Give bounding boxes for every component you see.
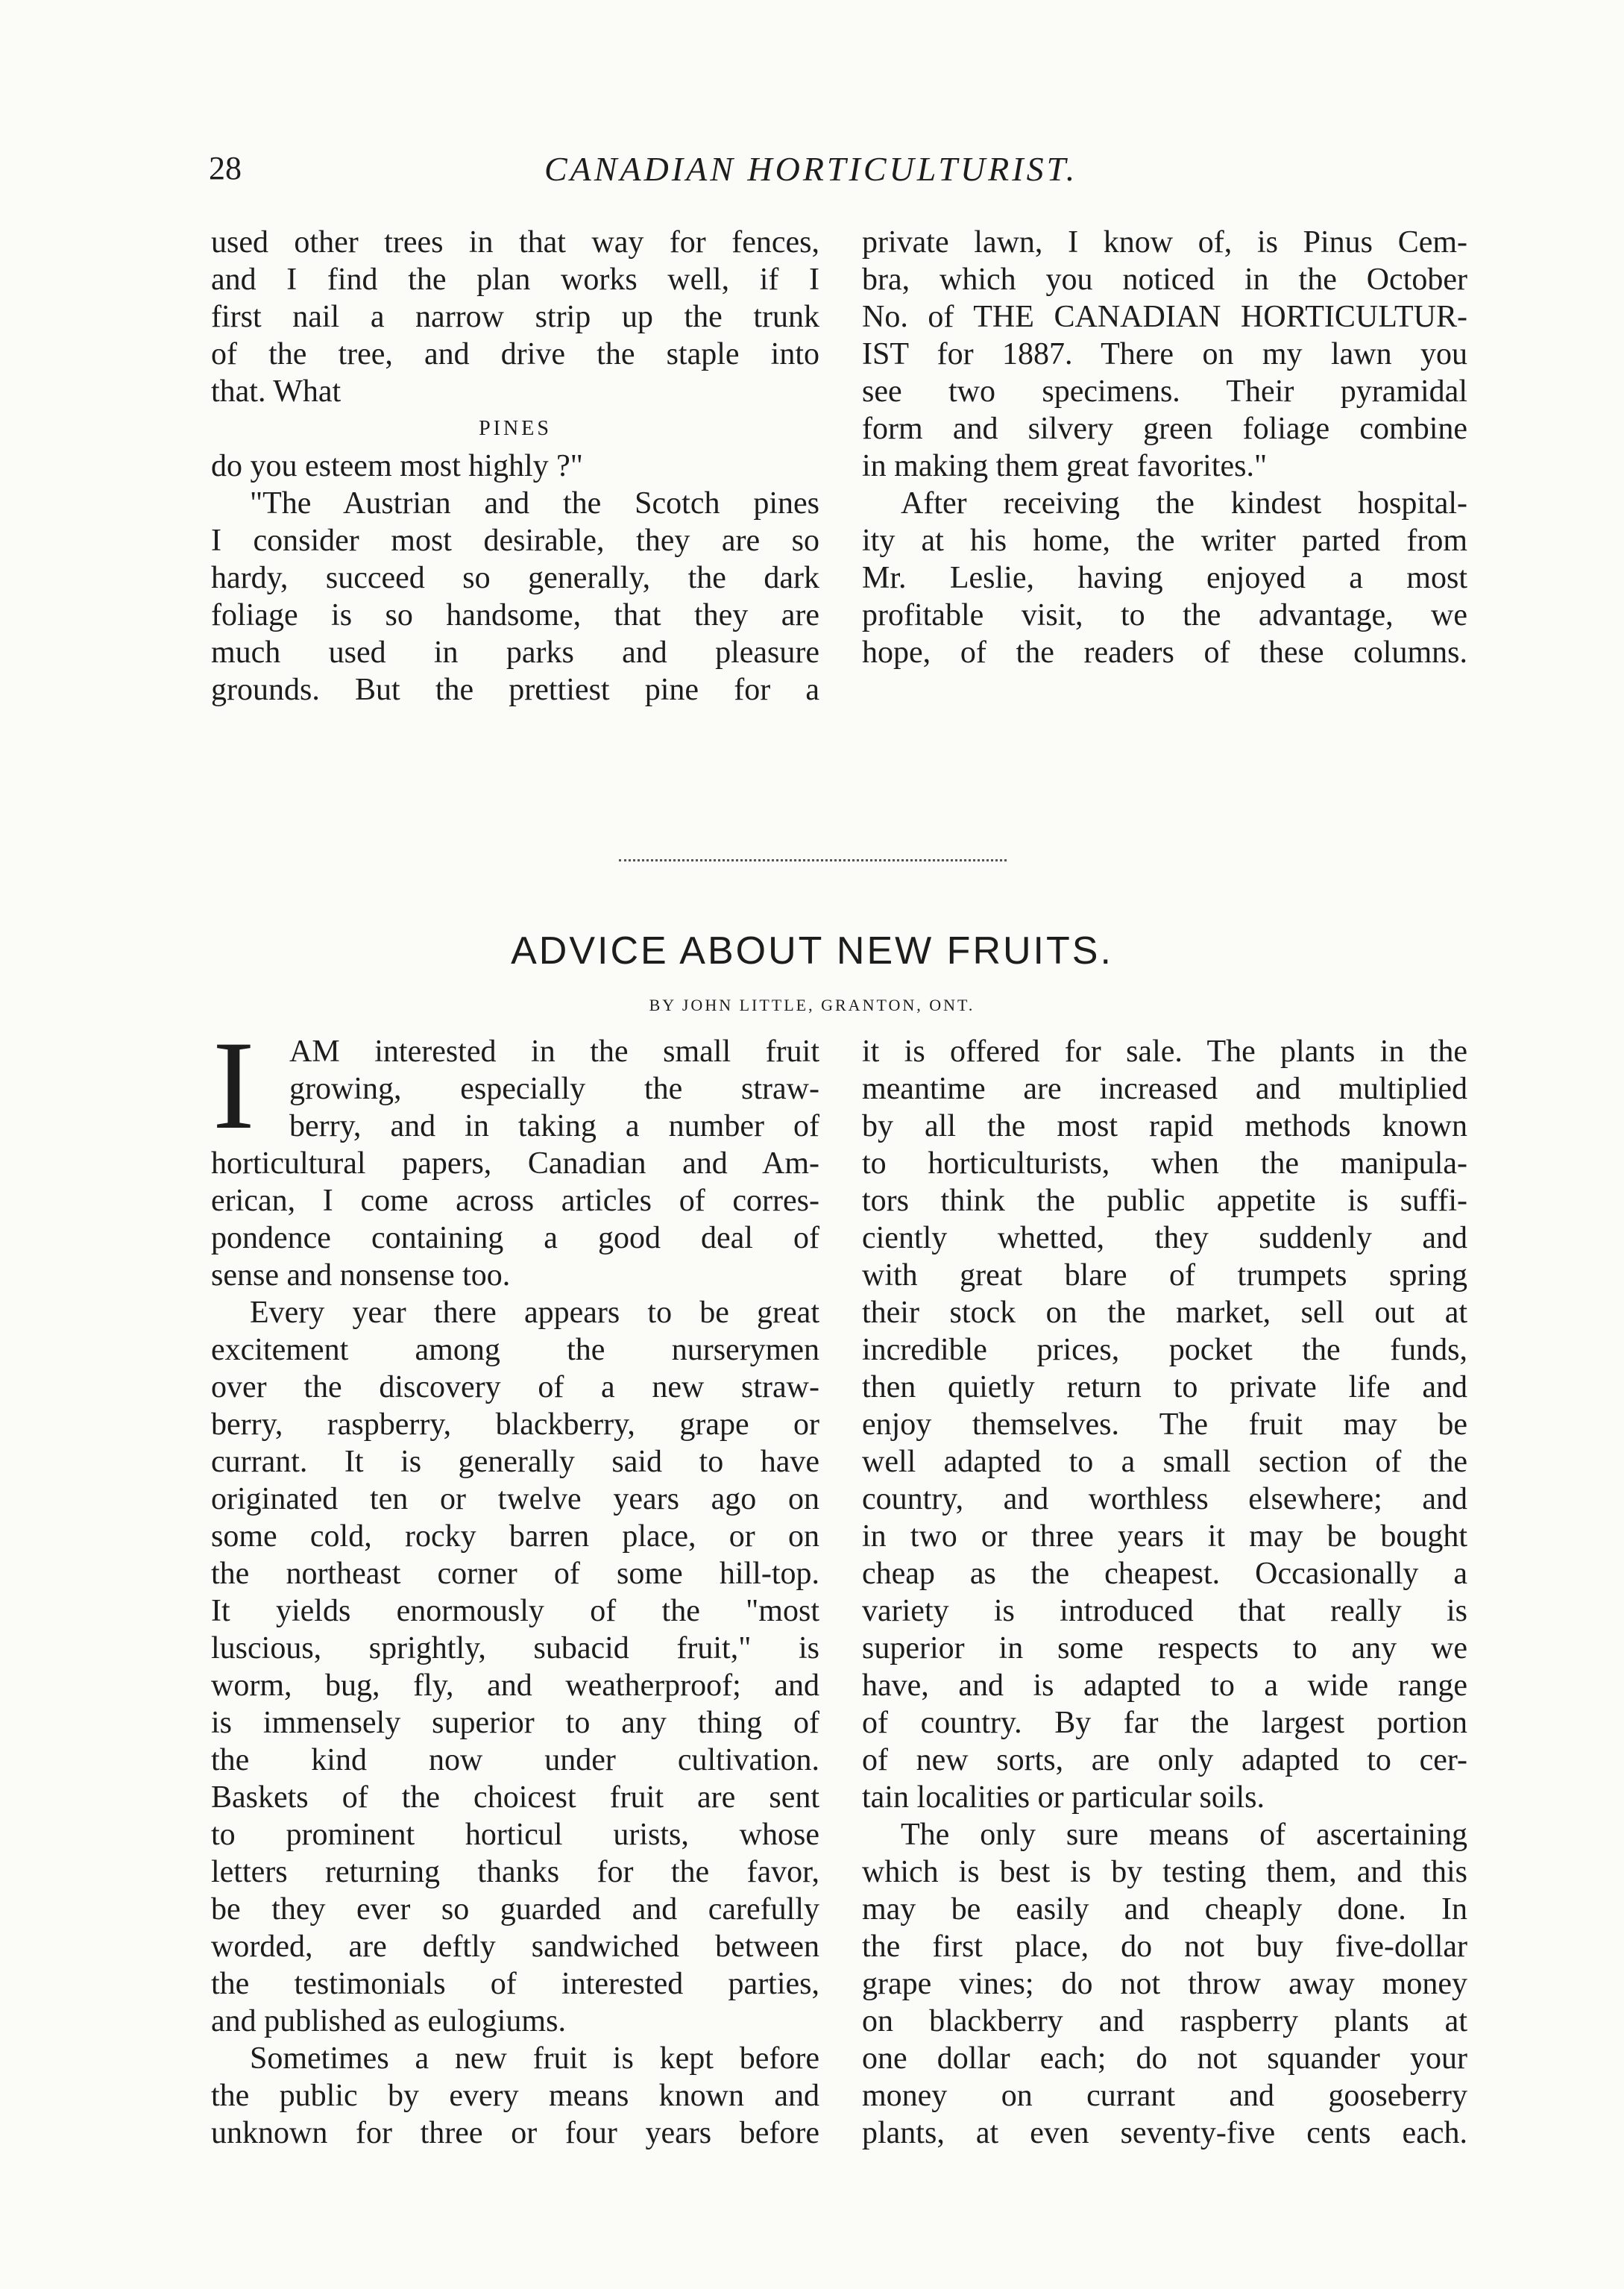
text-line: excitement among the nurserymen xyxy=(211,1333,819,1367)
text-line: horticultural papers, Canadian and Am- xyxy=(211,1146,819,1181)
text-line: and published as eulogiums. xyxy=(211,2004,566,2038)
bottom-right-column xyxy=(862,1033,1467,2152)
text-line: country, and worthless elsewhere; and xyxy=(862,1482,1467,1516)
text-line: used other trees in that way for fences, xyxy=(211,225,819,260)
text-line: the kind now under cultivation. xyxy=(211,1743,819,1777)
text-line: to prominent horticul urists, whose xyxy=(211,1818,819,1852)
text-line: luscious, sprightly, subacid fruit," is xyxy=(211,1631,819,1665)
text-line: It yields enormously of the "most xyxy=(211,1594,819,1628)
text-line: in making them great favorites." xyxy=(862,449,1268,483)
article-title: ADVICE ABOUT NEW FRUITS. xyxy=(511,929,1113,973)
text-line: erican, I come across articles of corres- xyxy=(211,1184,819,1218)
text-line: berry, raspberry, blackberry, grape or xyxy=(211,1407,819,1442)
text-line: cheap as the cheapest. Occasionally a xyxy=(862,1557,1467,1591)
text-line: money on currant and gooseberry xyxy=(862,2079,1467,2113)
text-line: Mr. Leslie, having enjoyed a most xyxy=(862,561,1467,595)
text-line: growing, especially the straw- xyxy=(289,1072,819,1106)
text-line: that. What xyxy=(211,374,342,409)
text-line: the first place, do not buy five-dollar xyxy=(862,1930,1467,1964)
text-line: in two or three years it may be bought xyxy=(862,1519,1467,1554)
text-line: originated ten or twelve years ago on xyxy=(211,1482,819,1516)
text-line: pondence containing a good deal of xyxy=(211,1221,819,1255)
text-line: over the discovery of a new straw- xyxy=(211,1370,819,1404)
running-head xyxy=(209,149,1476,194)
text-line: After receiving the kindest hospital- xyxy=(901,486,1467,521)
section-separator xyxy=(619,859,1007,863)
text-line: "The Austrian and the Scotch pines xyxy=(250,486,819,521)
text-line: private lawn, I know of, is Pinus Cem- xyxy=(862,225,1467,260)
text-line: it is offered for sale. The plants in the xyxy=(862,1034,1467,1069)
text-line: meantime are increased and multiplied xyxy=(862,1072,1467,1106)
text-line: hope, of the readers of these columns. xyxy=(862,635,1467,670)
bottom-left-column xyxy=(211,1033,819,2152)
text-line: worm, bug, fly, and weatherproof; and xyxy=(211,1668,819,1703)
article-byline: BY JOHN LITTLE, GRANTON, ONT. xyxy=(649,996,975,1014)
page-number: 28 xyxy=(209,150,242,186)
text-line: worded, are deftly sandwiched between xyxy=(211,1930,819,1964)
text-line: the northeast corner of some hill-top. xyxy=(211,1557,819,1591)
text-line: on blackberry and raspberry plants at xyxy=(862,2004,1467,2038)
text-line: I consider most desirable, they are so xyxy=(211,524,819,558)
text-line: plants, at even seventy-five cents each. xyxy=(862,2116,1467,2150)
text-line: do you esteem most highly ?" xyxy=(211,449,583,483)
text-line: much used in parks and pleasure xyxy=(211,635,819,670)
text-line: then quietly return to private life and xyxy=(862,1370,1467,1404)
text-line: letters returning thanks for the favor, xyxy=(211,1855,819,1889)
text-line: ciently whetted, they suddenly and xyxy=(862,1221,1467,1255)
text-line: form and silvery green foliage combine xyxy=(862,412,1467,446)
text-line: Sometimes a new fruit is kept before xyxy=(250,2041,819,2076)
text-line: superior in some respects to any we xyxy=(862,1631,1467,1665)
text-line: well adapted to a small section of the xyxy=(862,1445,1467,1479)
text-line: enjoy themselves. The fruit may be xyxy=(862,1407,1467,1442)
text-line: The only sure means of ascertaining xyxy=(901,1818,1467,1852)
text-line: to horticulturists, when the manipula- xyxy=(862,1146,1467,1181)
text-line: and I find the plan works well, if I xyxy=(211,263,819,297)
text-line: grounds. But the prettiest pine for a xyxy=(211,673,819,707)
text-line: IST for 1887. There on my lawn you xyxy=(862,337,1467,371)
top-right-column xyxy=(862,224,1467,671)
text-line: some cold, rocky barren place, or on xyxy=(211,1519,819,1554)
text-line: may be easily and cheaply done. In xyxy=(862,1892,1467,1927)
text-line: their stock on the market, sell out at xyxy=(862,1296,1467,1330)
text-line: currant. It is generally said to have xyxy=(211,1445,819,1479)
text-line: of country. By far the largest portion xyxy=(862,1706,1467,1740)
text-line: unknown for three or four years before xyxy=(211,2116,819,2150)
journal-title: CANADIAN HORTICULTURIST. xyxy=(544,150,1078,188)
text-line: have, and is adapted to a wide range xyxy=(862,1668,1467,1703)
text-line: bra, which you noticed in the October xyxy=(862,263,1467,297)
text-line: foliage is so handsome, that they are xyxy=(211,598,819,632)
text-line: which is best is by testing them, and this xyxy=(862,1855,1467,1889)
text-line: sense and nonsense too. xyxy=(211,1258,511,1293)
text-line: the testimonials of interested parties, xyxy=(211,1967,819,2001)
text-line: Baskets of the choicest fruit are sent xyxy=(211,1780,819,1815)
text-line: one dollar each; do not squander your xyxy=(862,2041,1467,2076)
text-line: grape vines; do not throw away money xyxy=(862,1967,1467,2001)
text-line: of new sorts, are only adapted to cer- xyxy=(862,1743,1467,1777)
text-line: hardy, succeed so generally, the dark xyxy=(211,561,819,595)
text-line: Every year there appears to be great xyxy=(250,1296,819,1330)
drop-cap: I xyxy=(213,1015,255,1155)
text-line: berry, and in taking a number of xyxy=(289,1109,819,1143)
top-left-column xyxy=(211,224,819,709)
text-line: incredible prices, pocket the funds, xyxy=(862,1333,1467,1367)
subheading: PINES xyxy=(479,417,552,440)
text-line: with great blare of trumpets spring xyxy=(862,1258,1467,1293)
text-line: see two specimens. Their pyramidal xyxy=(862,374,1467,409)
text-line: tain localities or particular soils. xyxy=(862,1780,1265,1815)
text-line: ity at his home, the writer parted from xyxy=(862,524,1467,558)
text-line: first nail a narrow strip up the trunk xyxy=(211,300,819,334)
text-line: is immensely superior to any thing of xyxy=(211,1706,819,1740)
text-line: of the tree, and drive the staple into xyxy=(211,337,819,371)
text-line: No. of THE CANADIAN HORTICULTUR- xyxy=(862,300,1467,334)
text-line: profitable visit, to the advantage, we xyxy=(862,598,1467,632)
text-line: the public by every means known and xyxy=(211,2079,819,2113)
text-line: variety is introduced that really is xyxy=(862,1594,1467,1628)
text-line: by all the most rapid methods known xyxy=(862,1109,1467,1143)
text-line: AM interested in the small fruit xyxy=(289,1034,819,1069)
text-line: tors think the public appetite is suffi- xyxy=(862,1184,1467,1218)
text-line: be they ever so guarded and carefully xyxy=(211,1892,819,1927)
